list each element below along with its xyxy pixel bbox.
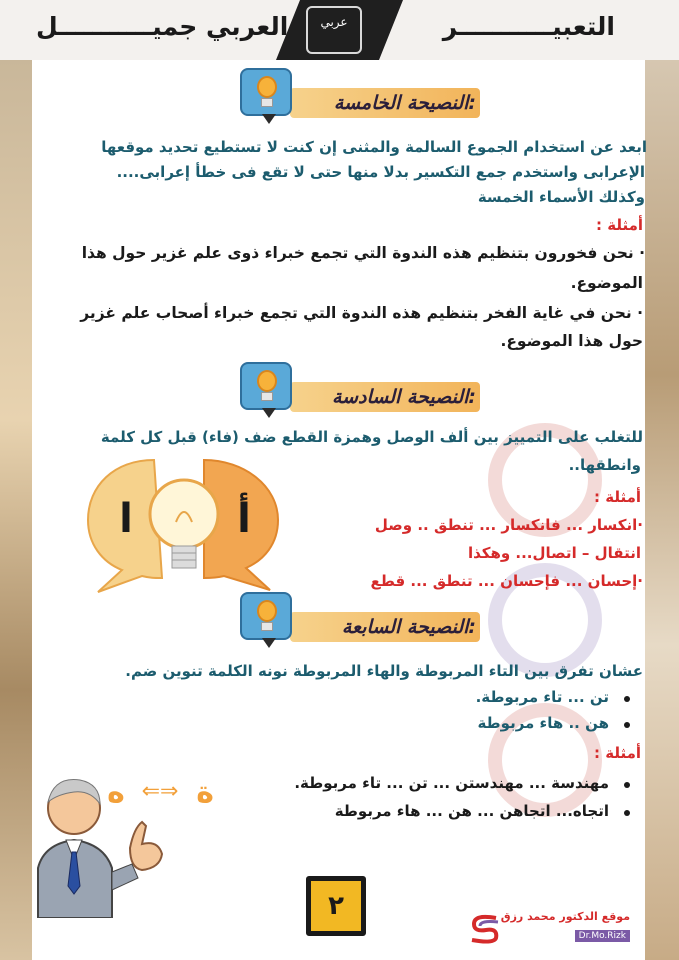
section-5-title: النصيحة الخامسة: xyxy=(333,92,476,114)
arrows-icon: ⇐⇒ xyxy=(141,779,179,804)
bullet-icon xyxy=(624,722,630,728)
page-number: ٢ xyxy=(306,876,366,936)
sec5-line-3: وكذلك الأسماء الخمسة xyxy=(477,188,645,206)
bulb-glass xyxy=(150,480,218,548)
sec7-line-1: عشان تفرق بين التاء المربوطة والهاء المربوطة نونه الكلمة تنوين ضم. xyxy=(125,662,643,680)
teacher-illustration xyxy=(34,768,224,918)
sec6-examples-label: أمثلة : xyxy=(594,488,641,506)
sec5-example-1-cont: الموضوع. xyxy=(570,274,643,292)
section-7-heading xyxy=(240,592,480,644)
ha-marbuta-glyph: ه xyxy=(107,775,125,810)
bulb-base xyxy=(172,546,196,568)
site-logo-icon xyxy=(466,912,504,946)
bullet-icon xyxy=(624,782,630,788)
site-url: Dr.Mo.Rizk xyxy=(575,930,630,942)
bubble-right-letter: أ xyxy=(237,496,251,542)
site-name: موقع الدكتور محمد رزق xyxy=(500,910,630,923)
speech-bubbles-illustration xyxy=(84,452,284,602)
lightbulb-icon xyxy=(240,68,292,116)
sec7-examples-label: أمثلة : xyxy=(594,744,641,762)
sec5-line-2: الإعرابى واستخدم جمع التكسير بدلا منها حتى لا تقع فى خطأ إعرابى.... xyxy=(116,163,645,181)
bullet-icon xyxy=(624,810,630,816)
sec7-rule-1: تن ... تاء مربوطة. xyxy=(475,688,609,706)
background-left-strip xyxy=(0,60,32,960)
header-title-right: التعبيـــــــــــر xyxy=(442,12,615,41)
sec6-line-2: وانطقها.. xyxy=(568,456,641,474)
section-6-heading xyxy=(240,362,480,414)
sec5-examples-label: أمثلة : xyxy=(596,216,643,234)
section-5-heading xyxy=(240,68,480,120)
sec5-line-1: ابعد عن استخدام الجموع السالمة والمثنى إن كنت لا تستطيع تحديد موقعها xyxy=(101,138,647,156)
sec5-example-2: · نحن في غاية الفخر بتنظيم هذه الندوة التي تجمع خبراء أصحاب علم غزير xyxy=(80,304,643,322)
sec5-example-1: · نحن فخورون بتنظيم هذه الندوة التي تجمع خبراء ذوى علم غزير حول هذا xyxy=(81,244,645,262)
sec7-example-2: اتجاه... اتجاهن ... هن ... هاء مربوطة xyxy=(334,802,609,820)
sec6-example-1: ·انكسار ... فانكسار ... تنطق .. وصل xyxy=(374,516,643,534)
sec7-example-1: مهندسة ... مهندستن ... تن ... تاء مربوطة. xyxy=(294,774,609,792)
bubble-left-letter: ا xyxy=(119,496,133,542)
lightbulb-icon xyxy=(240,362,292,410)
sec6-line-1: للتغلب على التمييز بين ألف الوصل وهمزة القطع ضف (فاء) قبل كل كلمة xyxy=(100,428,643,446)
logo-text: عربي xyxy=(320,15,348,29)
teacher-hand xyxy=(130,822,162,870)
sec7-rule-2: هن .. هاء مربوطة xyxy=(477,714,609,732)
header-title-left: العربي جميـــــــــــل xyxy=(36,12,289,41)
sec6-example-3: ·إحسان ... فإحسان ... تنطق ... قطع xyxy=(370,572,643,590)
bullet-icon xyxy=(624,696,630,702)
lightbulb-icon xyxy=(240,592,292,640)
section-7-title: النصيحة السابعة: xyxy=(341,616,476,638)
page-header xyxy=(0,0,679,60)
sec6-example-2: انتقال – اتصال... وهكذا xyxy=(467,544,641,562)
section-6-title: النصيحة السادسة: xyxy=(331,386,476,408)
ta-marbuta-glyph: ة xyxy=(196,775,214,810)
logo xyxy=(306,6,362,54)
sec5-example-2-cont: حول هذا الموضوع. xyxy=(500,332,643,350)
background-right-strip xyxy=(645,60,679,960)
